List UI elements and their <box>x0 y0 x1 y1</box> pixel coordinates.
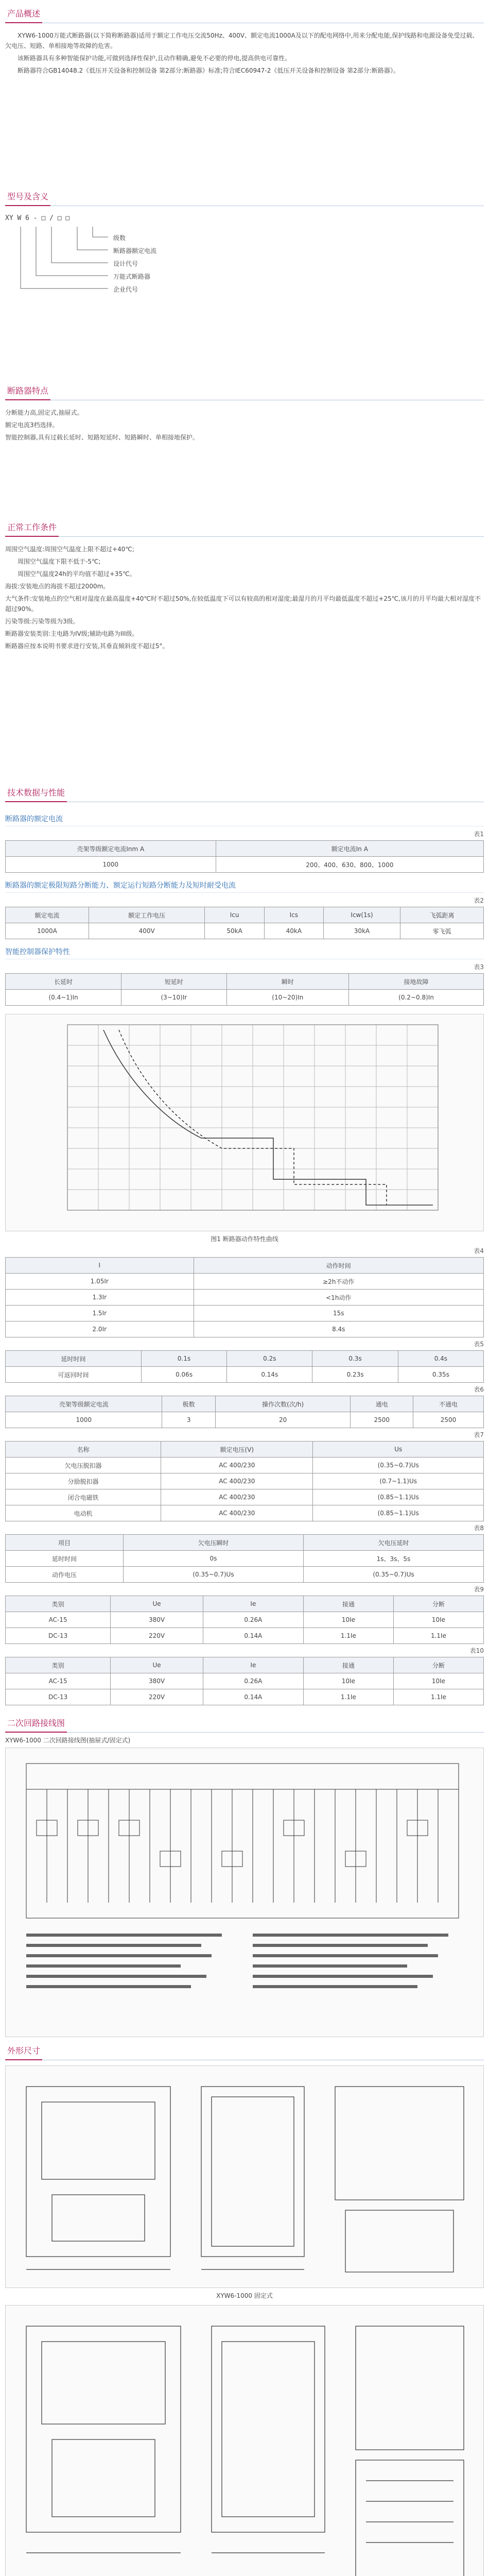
table3-title: 智能控制器保护特性 <box>5 946 484 959</box>
fixed-type-svg <box>6 2066 483 2287</box>
table10-cell: 220V <box>111 1689 203 1705</box>
table9-cell: 220V <box>111 1628 203 1644</box>
table2-cell: 30kA <box>323 923 400 939</box>
table2-header: 额定工作电压 <box>89 907 205 923</box>
table5-header: 0.4s <box>398 1351 483 1367</box>
table10-header: Ue <box>111 1657 203 1673</box>
table7-cell: AC 400/230 <box>161 1505 313 1521</box>
features-heading: 断路器特点 <box>5 384 50 400</box>
table8-cell: 延时时间 <box>6 1551 124 1567</box>
table7-cell: (0.7~1.1)Us <box>313 1473 484 1489</box>
table10-cell: 0.14A <box>203 1689 303 1705</box>
table7-cell: 欠电压脱扣器 <box>6 1458 161 1473</box>
drawer-type-drawing <box>5 2305 484 2576</box>
table10-header: 类别 <box>6 1657 111 1673</box>
table2-caption: 表2 <box>474 897 484 904</box>
table4-cell: 1.3Ir <box>6 1290 194 1306</box>
condition-6: 污染等级:污染等级为3级。 <box>5 618 79 625</box>
table9-cell: 10Ie <box>393 1612 483 1628</box>
table2-header: Icu <box>205 907 264 923</box>
table8-caption: 表8 <box>474 1524 484 1532</box>
product-manual-page <box>0 5 489 2576</box>
table10-cell: 10Ie <box>393 1673 483 1689</box>
table2-cell: 50kA <box>205 923 264 939</box>
table6-header: 操作次数(次/h) <box>215 1396 351 1412</box>
table7-header: Us <box>313 1442 484 1458</box>
condition-3: 周围空气温度24h的平均值不超过+35℃。 <box>18 570 136 578</box>
overview-block <box>5 23 484 183</box>
tech-heading: 技术数据与性能 <box>5 786 67 802</box>
table6-caption: 表6 <box>474 1386 484 1393</box>
table1-caption: 表1 <box>474 831 484 838</box>
table5-cell: 可返回时间 <box>6 1367 142 1383</box>
table3-cell: (10~20)In <box>226 990 348 1006</box>
table7-cell: AC 400/230 <box>161 1458 313 1473</box>
table7-header: 额定电压(V) <box>161 1442 313 1458</box>
table6-cell: 1000 <box>6 1412 162 1428</box>
feature-1: 分断能力高,固定式,抽屉式。 <box>5 409 83 416</box>
table4-cell: ≥2h不动作 <box>194 1274 483 1290</box>
table-accessories <box>5 1441 484 1521</box>
table10-cell: 0.26A <box>203 1673 303 1689</box>
table7-cell: AC 400/230 <box>161 1489 313 1505</box>
wiring-caption: XYW6-1000 二次回路接线图(抽屉式/固定式) <box>5 1737 131 1744</box>
table8-cell: (0.35~0.7)Us <box>303 1567 483 1583</box>
table5-header: 延时时间 <box>6 1351 142 1367</box>
table10-header: 接通 <box>303 1657 393 1673</box>
table8-header: 欠电压延时 <box>303 1535 483 1551</box>
section-title-overview <box>5 5 484 23</box>
table9-cell: 1.1Ie <box>303 1628 393 1644</box>
model-item-poles: 级数 <box>113 234 126 242</box>
table9-cell: 10Ie <box>303 1612 393 1628</box>
table4-cell: 2.0Ir <box>6 1321 194 1337</box>
model-code: XY W 6 - □ / □ □ <box>5 214 70 222</box>
table5-cell: 0.14s <box>227 1367 312 1383</box>
overview-para-2: 该断路器具有多种智能保护功能,可做到选择性保护,且动作精确,避免不必要的停电,提高供电可靠性。 <box>18 55 291 62</box>
table2-header: Icw(1s) <box>323 907 400 923</box>
table3-cell: (0.2~0.8)In <box>349 990 484 1006</box>
table2-cell: 零飞弧 <box>400 923 484 939</box>
table10-cell: 10Ie <box>303 1673 393 1689</box>
wiring-diagram-svg <box>6 1748 483 2037</box>
table7-caption: 表7 <box>474 1431 484 1438</box>
table1-cell: 200、400、630、800、1000 <box>216 857 483 873</box>
table-protection <box>5 973 484 1006</box>
feature-3: 智能控制器,具有过载长延时、短路短延时、短路瞬时、单相接地保护。 <box>5 434 199 441</box>
table2-cell: 400V <box>89 923 205 939</box>
table5-cell: 0.06s <box>141 1367 226 1383</box>
table8-cell: 动作电压 <box>6 1567 124 1583</box>
overview-heading: 产品概述 <box>5 7 42 23</box>
model-item-company: 企业代号 <box>113 286 138 293</box>
model-heading: 型号及含义 <box>5 190 50 206</box>
table2-header: 飞弧距离 <box>400 907 484 923</box>
table8-cell: 0s <box>123 1551 303 1567</box>
table10-cell: 1.1Ie <box>393 1689 483 1705</box>
wiring-heading: 二次回路接线图 <box>5 1717 67 1733</box>
table-operations <box>5 1396 484 1428</box>
table4-cell: 8.4s <box>194 1321 483 1337</box>
overview-para-3: 断路器符合GB14048.2《低压开关设备和控制设备 第2部分:断路器》标准;符合IEC60947-2《低压开关设备和控制设备 第2部分:断路器》。 <box>18 67 399 74</box>
condition-4: 海拔:安装地点的海拔不超过2000m。 <box>5 583 110 590</box>
table4-cell: <1h动作 <box>194 1290 483 1306</box>
overview-para-1: XYW6-1000万能式断路器(以下简称断路器)适用于额定工作电压交流50Hz、400V、额定电流1000A及以下的配电网络中,用来分配电能,保护线路和电源设备免受过载、欠电压、短路、单相接地等故障的危害。 <box>5 32 479 49</box>
table8-header: 欠电压瞬时 <box>123 1535 303 1551</box>
section-title-conditions <box>5 519 484 537</box>
table10-cell: AC-15 <box>6 1673 111 1689</box>
table9-cell: 380V <box>111 1612 203 1628</box>
table9-cell: 0.14A <box>203 1628 303 1644</box>
section-title-tech <box>5 784 484 802</box>
table6-header: 通电 <box>351 1396 413 1412</box>
table10-header: 分断 <box>393 1657 483 1673</box>
table9-cell: AC-15 <box>6 1612 111 1628</box>
table9-header: 类别 <box>6 1596 111 1612</box>
table8-cell: 1s、3s、5s <box>303 1551 483 1567</box>
condition-7: 断路器安装类别:主电路为IV级;辅助电路为III级。 <box>5 630 138 637</box>
model-item-current: 断路器额定电流 <box>113 247 157 255</box>
conditions-heading: 正常工作条件 <box>5 521 59 537</box>
table6-header: 壳架等级额定电流 <box>6 1396 162 1412</box>
features-block <box>5 400 484 514</box>
fixed-type-drawing <box>5 2065 484 2288</box>
model-block <box>5 206 484 377</box>
model-item-design: 设计代号 <box>113 260 138 267</box>
table2-header: 额定电流 <box>6 907 89 923</box>
table3-cell: (3~10)Ir <box>121 990 226 1006</box>
table3-header: 短延时 <box>121 974 226 990</box>
table2-cell: 1000A <box>6 923 89 939</box>
table8-header: 项目 <box>6 1535 124 1551</box>
table-undervoltage <box>5 1534 484 1583</box>
table-long-delay <box>5 1257 484 1337</box>
model-item-type: 万能式断路器 <box>113 273 151 280</box>
table-breaking-capacity <box>5 907 484 939</box>
table4-caption: 表4 <box>474 1247 484 1255</box>
table4-header: I <box>6 1258 194 1274</box>
table-alarm-contacts <box>5 1657 484 1705</box>
trip-curve-chart <box>5 1014 484 1231</box>
table2-cell: 40kA <box>264 923 323 939</box>
table7-cell: 电动机 <box>6 1505 161 1521</box>
table5-cell: 0.23s <box>312 1367 398 1383</box>
feature-2: 额定电流3档选择。 <box>5 421 59 429</box>
table2-header: Ics <box>264 907 323 923</box>
table7-cell: 分励脱扣器 <box>6 1473 161 1489</box>
table6-header: 不通电 <box>413 1396 484 1412</box>
drawer-type-svg <box>6 2306 483 2576</box>
conditions-block <box>5 537 484 779</box>
table7-cell: 闭合电磁铁 <box>6 1489 161 1505</box>
table-aux-contacts <box>5 1596 484 1644</box>
table2-title: 断路器的额定极限短路分断能力、额定运行短路分断能力及短时耐受电流 <box>5 880 484 893</box>
table-rated-current <box>5 840 484 873</box>
table5-header: 0.2s <box>227 1351 312 1367</box>
table10-cell: 380V <box>111 1673 203 1689</box>
table6-cell: 2500 <box>351 1412 413 1428</box>
table7-header: 名称 <box>6 1442 161 1458</box>
table7-cell: (0.85~1.1)Us <box>313 1505 484 1521</box>
table1-header-0: 壳架等级额定电流Inm A <box>6 841 216 857</box>
table9-caption: 表9 <box>474 1586 484 1593</box>
table6-cell: 2500 <box>413 1412 484 1428</box>
trip-curve-svg <box>6 1014 483 1231</box>
trip-curve-caption: 图1 断路器动作特性曲线 <box>211 1235 278 1243</box>
condition-2: 周围空气温度下限不低于-5℃; <box>18 558 101 565</box>
section-title-features <box>5 382 484 400</box>
table9-cell: 1.1Ie <box>393 1628 483 1644</box>
table10-header: Ie <box>203 1657 303 1673</box>
condition-5: 大气条件:安装地点的空气相对湿度在最高温度+40℃时不超过50%,在较低温度下可以有较高的相对湿度;最湿月的月平均最低温度不超过+25℃,该月的月平均最大相对湿度不超过90%。 <box>5 595 481 613</box>
table6-header: 极数 <box>162 1396 215 1412</box>
table9-cell: 0.26A <box>203 1612 303 1628</box>
wiring-diagram <box>5 1748 484 2037</box>
table9-header: 分断 <box>393 1596 483 1612</box>
table4-cell: 1.05Ir <box>6 1274 194 1290</box>
table10-cell: DC-13 <box>6 1689 111 1705</box>
table1-title: 断路器的额定电流 <box>5 814 484 826</box>
table5-header: 0.1s <box>141 1351 226 1367</box>
table4-cell: 15s <box>194 1306 483 1321</box>
dimensions-heading: 外形尺寸 <box>5 2044 42 2060</box>
table1-header-1: 额定电流In A <box>216 841 483 857</box>
table5-header: 0.3s <box>312 1351 398 1367</box>
table3-caption: 表3 <box>474 963 484 971</box>
section-title-wiring <box>5 1715 484 1733</box>
table5-cell: 0.35s <box>398 1367 483 1383</box>
table7-cell: (0.35~0.7)Us <box>313 1458 484 1473</box>
table9-header: Ue <box>111 1596 203 1612</box>
table8-cell: (0.35~0.7)Us <box>123 1567 303 1583</box>
table7-cell: (0.85~1.1)Us <box>313 1489 484 1505</box>
tech-block <box>5 802 484 1709</box>
table4-header: 动作时间 <box>194 1258 483 1274</box>
table3-cell: (0.4~1)In <box>6 990 121 1006</box>
table5-caption: 表5 <box>474 1341 484 1348</box>
table10-cell: 1.1Ie <box>303 1689 393 1705</box>
table10-caption: 表10 <box>469 1647 484 1654</box>
table3-header: 瞬时 <box>226 974 348 990</box>
table9-header: 接通 <box>303 1596 393 1612</box>
model-items <box>113 232 156 296</box>
table3-header: 接地故障 <box>349 974 484 990</box>
section-title-model <box>5 188 484 206</box>
fixed-caption: XYW6-1000 固定式 <box>216 2292 273 2299</box>
section-title-dimensions <box>5 2042 484 2060</box>
table9-cell: DC-13 <box>6 1628 111 1644</box>
table6-cell: 3 <box>162 1412 215 1428</box>
table7-cell: AC 400/230 <box>161 1473 313 1489</box>
table9-header: Ie <box>203 1596 303 1612</box>
condition-8: 断路器应按本说明书要求进行安装,其垂直倾斜度不超过5°。 <box>5 642 169 650</box>
table3-header: 长延时 <box>6 974 121 990</box>
table6-cell: 20 <box>215 1412 351 1428</box>
table-short-delay <box>5 1350 484 1383</box>
table4-cell: 1.5Ir <box>6 1306 194 1321</box>
table1-cell: 1000 <box>6 857 216 873</box>
condition-1: 周围空气温度:周围空气温度上限不超过+40℃; <box>5 546 134 553</box>
